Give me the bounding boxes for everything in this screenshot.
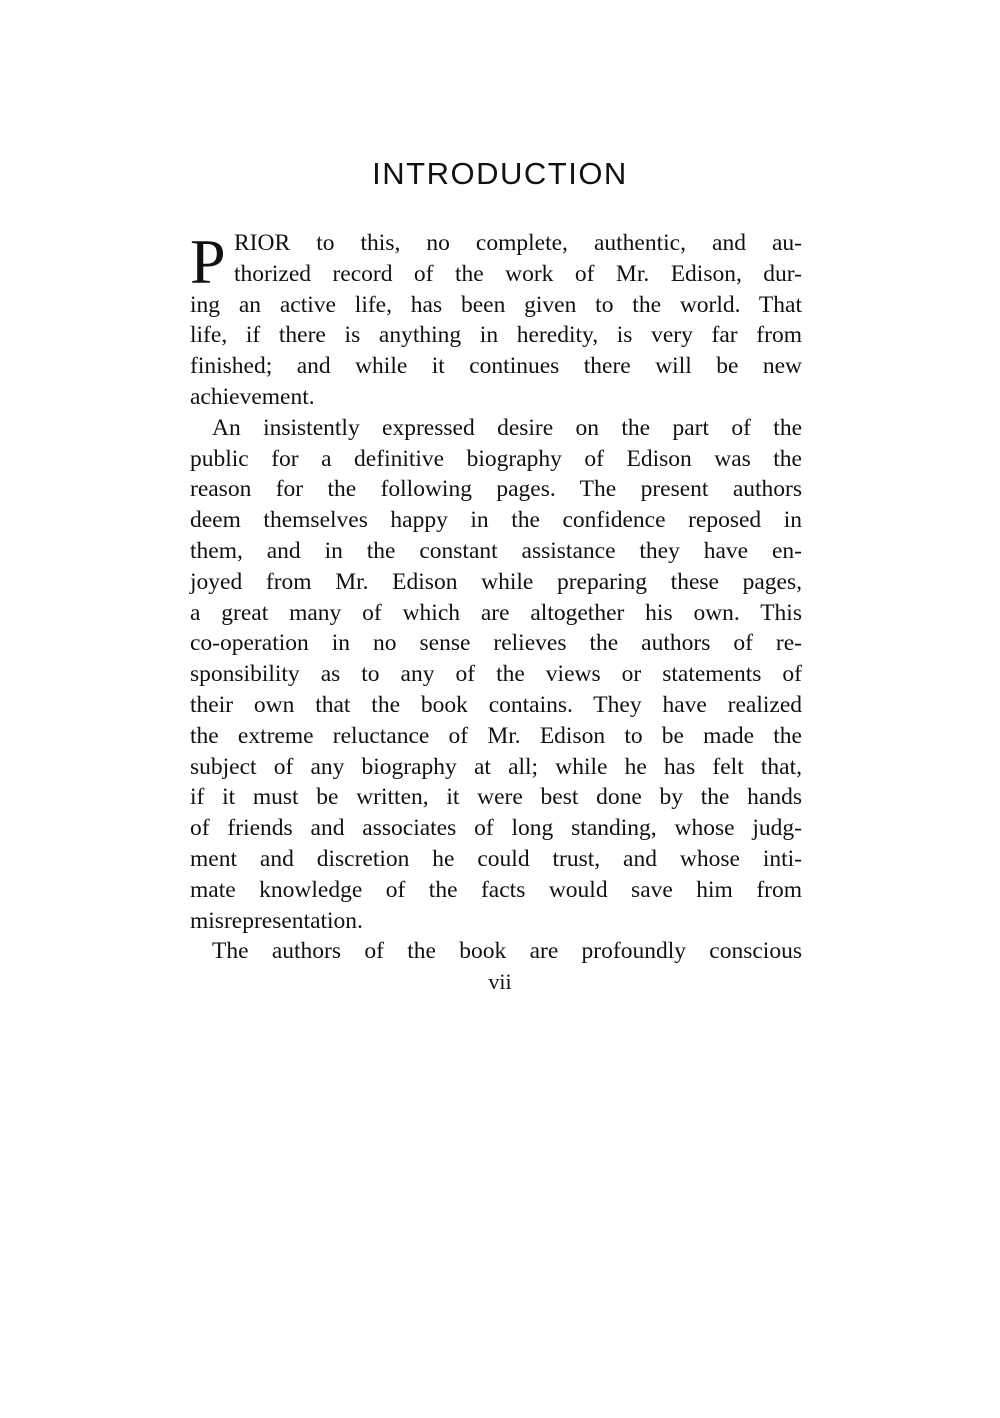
text-line: co-operation in no sense relieves the authors of re- xyxy=(190,630,802,657)
text-line: thorized record of the work of Mr. Edison, dur- xyxy=(234,260,802,287)
text-line: them, and in the constant assistance they have en- xyxy=(190,537,802,564)
page-title: INTRODUCTION xyxy=(372,156,628,191)
drop-cap: P xyxy=(190,226,226,297)
text-line: life, if there is anything in heredity, is very far from xyxy=(190,322,802,349)
text-line-content: RIOR to this, no complete, authentic, and au- xyxy=(234,230,802,256)
text-line: public for a definitive biography of Edison was the xyxy=(190,445,802,472)
page-number: vii xyxy=(488,969,512,994)
text-line: achievement. xyxy=(190,383,315,410)
text-line: ing an active life, has been given to the world. That xyxy=(190,291,802,318)
text-line: ment and discretion he could trust, and whose inti- xyxy=(190,845,802,872)
text-line: misrepresentation. xyxy=(190,907,363,934)
text-line: finished; and while it continues there will be new xyxy=(190,353,802,380)
text-line: reason for the following pages. The present authors xyxy=(190,476,802,503)
text-line: a great many of which are altogether his own. This xyxy=(190,599,802,626)
text-line: mate knowledge of the facts would save him from xyxy=(190,876,802,903)
body-text xyxy=(190,228,802,967)
text-line: of friends and associates of long standing, whose judg- xyxy=(190,815,802,842)
text-line: subject of any biography at all; while he has felt that, xyxy=(190,753,802,780)
text-line: joyed from Mr. Edison while preparing these pages, xyxy=(190,568,802,595)
text-line: the extreme reluctance of Mr. Edison to be made the xyxy=(190,722,802,749)
text-line: deem themselves happy in the confidence reposed in xyxy=(190,507,802,534)
text-line: The authors of the book are profoundly conscious xyxy=(212,938,802,965)
text-line: their own that the book contains. They have realized xyxy=(190,691,802,718)
text-line: if it must be written, it were best done by the hands xyxy=(190,784,802,811)
text-line: An insistently expressed desire on the part of the xyxy=(212,414,802,441)
text-line: sponsibility as to any of the views or statements of xyxy=(190,661,802,688)
